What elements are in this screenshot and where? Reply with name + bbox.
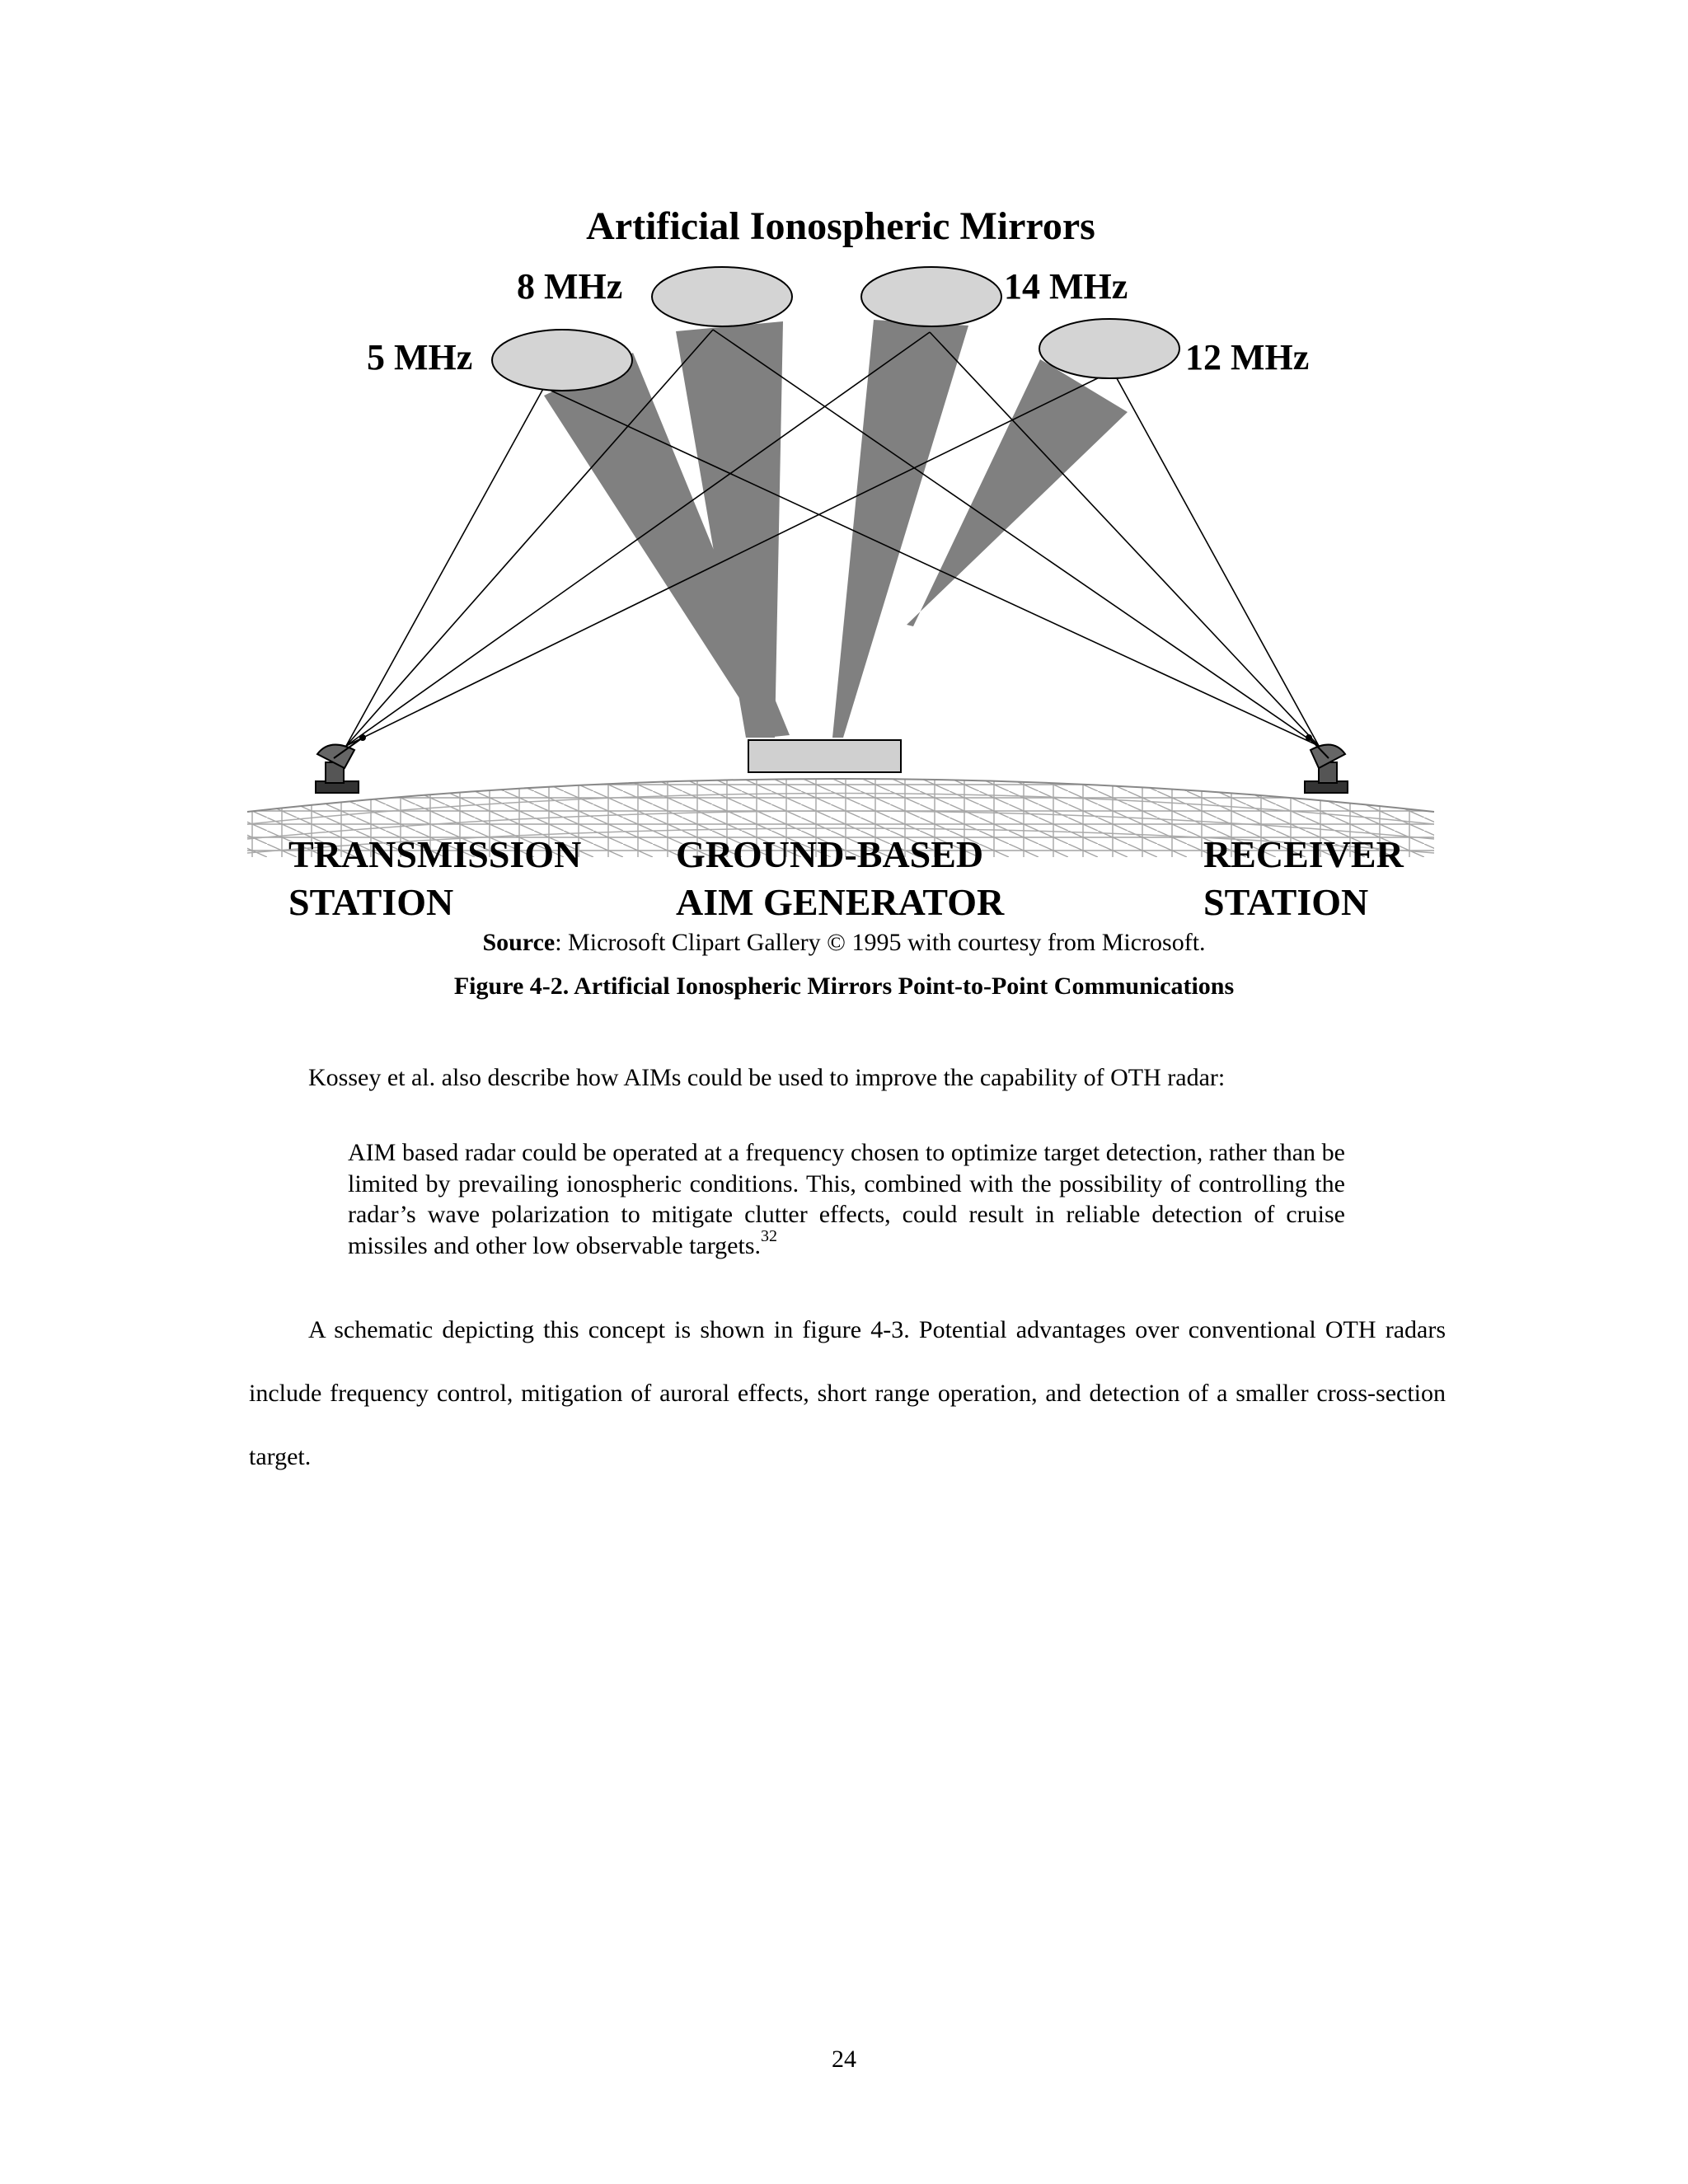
footnote-ref: 32 <box>761 1226 778 1245</box>
paragraph-2: A schematic depicting this concept is shown in figure 4-3. Potential advantages over conventional OTH radars include frequency control, mitigation of auroral effects, short range operation, and detection of a smaller cross-section target. <box>249 1316 1446 1470</box>
transmitter-dish-icon <box>316 735 365 793</box>
aim-beams <box>544 320 1128 738</box>
aim-generator-box <box>748 740 901 772</box>
generator-line1: GROUND-BASED <box>676 833 984 875</box>
transmission-station-line1: TRANSMISSION <box>288 833 582 875</box>
quote-text: AIM based radar could be operated at a frequency chosen to optimize target detection, rather than be limited by prevailing ionospheric conditions. This, combined with the possibility of controlling the radar’s wave polarization to mitigate clutter effects, could result in reliable detection of cruise missiles and other low observable targets. <box>348 1139 1345 1259</box>
source-text: : Microsoft Clipart Gallery © 1995 with courtesy from Microsoft. <box>555 929 1206 956</box>
mirror-14mhz <box>861 267 1001 326</box>
figure-caption: Figure 4-2. Artificial Ionospheric Mirrors Point-to-Point Communications <box>453 972 1235 1000</box>
source-label: Source <box>482 929 556 956</box>
mirror-12mhz <box>1039 319 1179 378</box>
label-5mhz: 5 MHz <box>367 337 473 377</box>
block-quote <box>348 1137 1345 1261</box>
mirror-8mhz <box>652 267 792 326</box>
figure-source <box>0 929 1688 957</box>
receiver-station-line2: STATION <box>1203 881 1369 923</box>
figure-title: Artificial Ionospheric Mirrors <box>586 204 1095 248</box>
beam-14mhz <box>832 320 968 738</box>
signal-lines <box>346 330 1319 746</box>
paragraph-1: Kossey et al. also describe how AIMs could be used to improve the capability of OTH radar: <box>308 1064 1226 1091</box>
label-14mhz: 14 MHz <box>1004 266 1128 307</box>
receiver-station-line1: RECEIVER <box>1203 833 1404 875</box>
aim-figure <box>0 0 1688 931</box>
label-8mhz: 8 MHz <box>517 266 623 307</box>
receiver-dish-icon <box>1305 735 1348 793</box>
generator-line2: AIM GENERATOR <box>676 881 1005 923</box>
mirror-5mhz <box>492 330 632 391</box>
transmission-station-line2: STATION <box>288 881 454 923</box>
label-12mhz: 12 MHz <box>1185 337 1310 377</box>
page-number: 24 <box>832 2046 856 2073</box>
